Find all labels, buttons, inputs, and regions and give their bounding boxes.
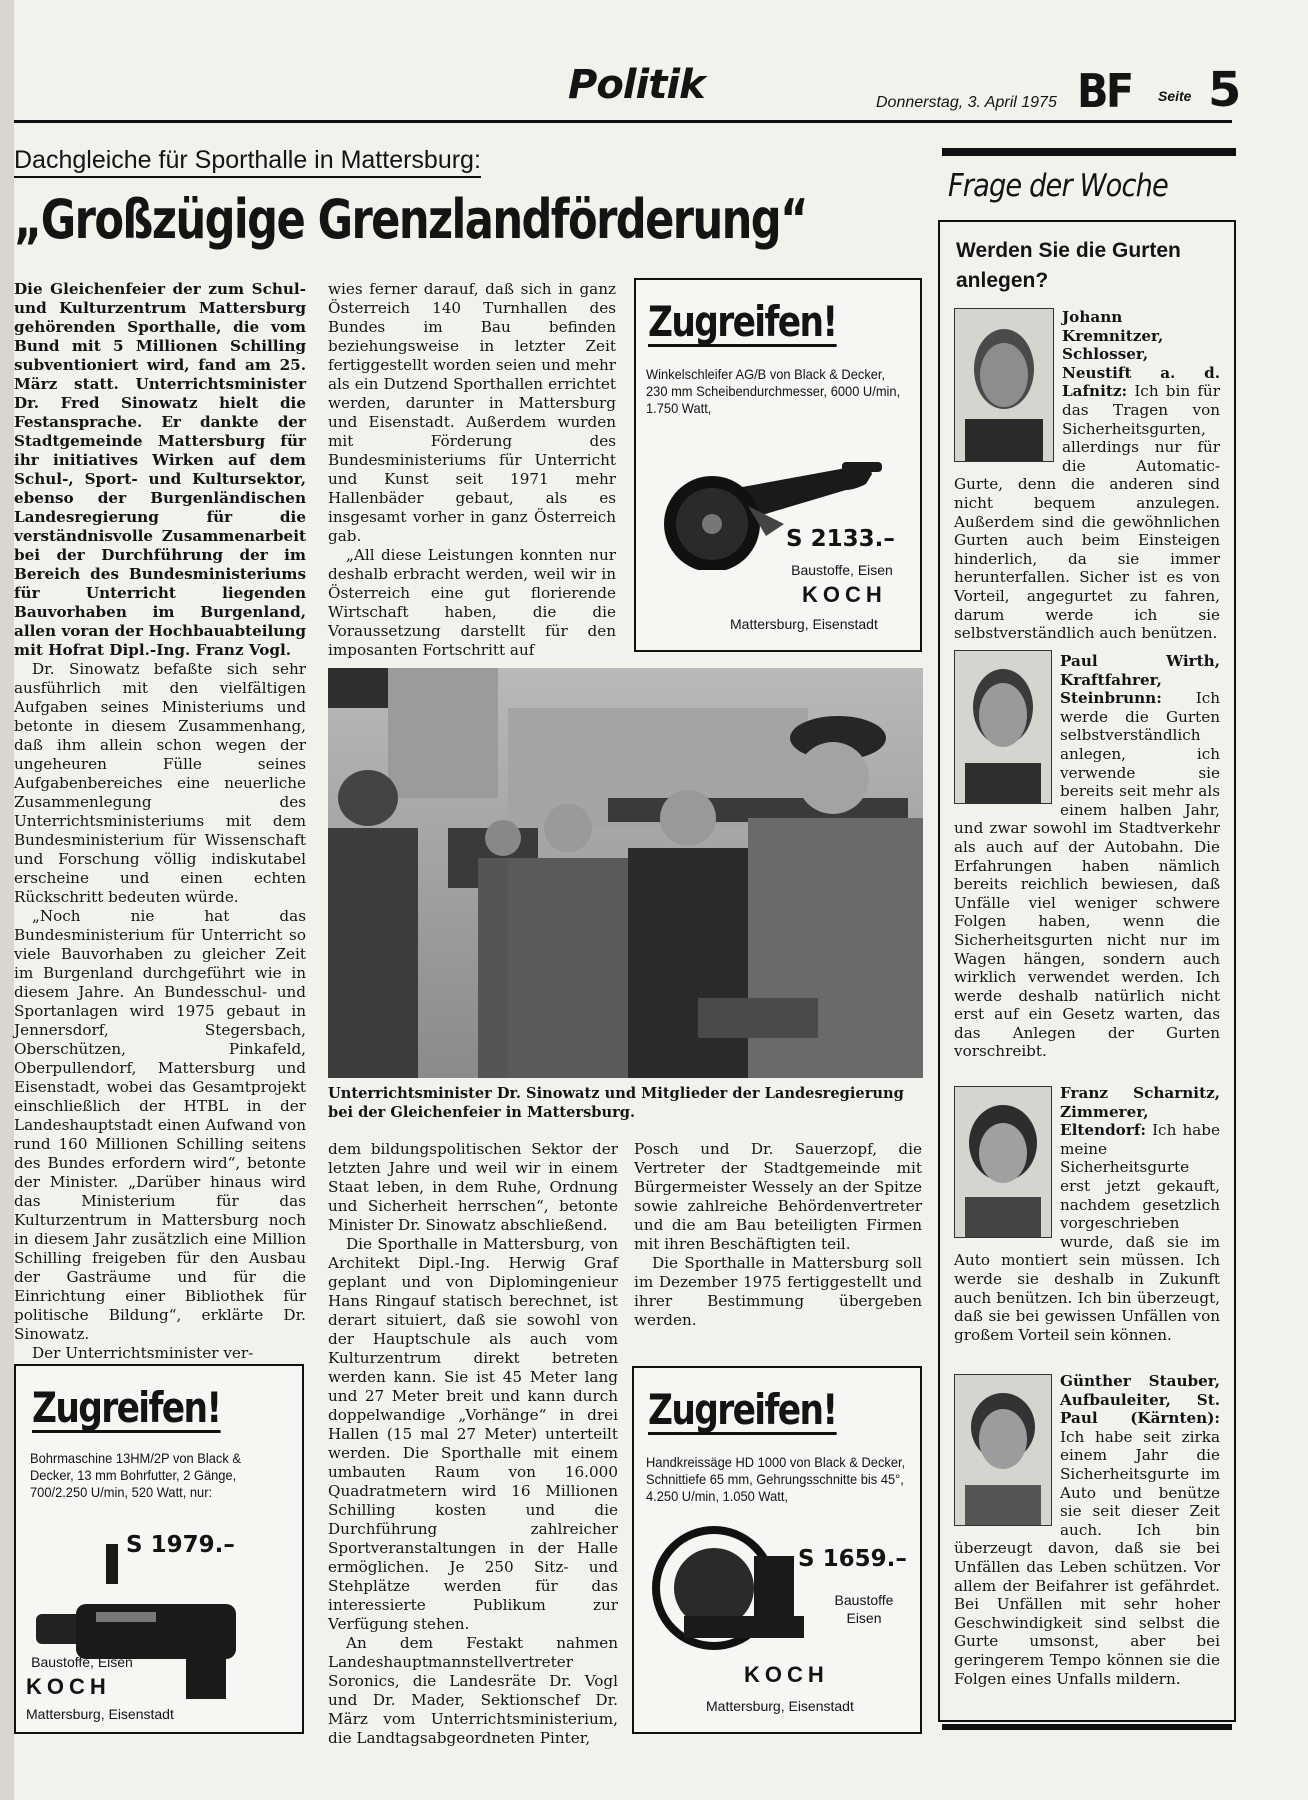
scan-edge — [0, 0, 14, 1800]
photo-officials-at-ceremony — [328, 668, 923, 1078]
circular-saw-image — [644, 1516, 814, 1666]
news-photo — [328, 668, 923, 1078]
article-paragraph: dem bildungspolitischen Sektor der letzten Jahre und weil wir in einem Staat leben, in dem Ruhe, Ordnung und Sicherheit herrschen“, betonte Minister Dr. Sinowatz abschließend. — [328, 1140, 618, 1234]
answer-name: Paul Wirth, Kraftfahrer, Steinbrunn: — [1060, 652, 1220, 708]
ad-description: Winkelschleifer AG/B von Black & Decker, 230 mm Scheibendurchmesser, 6000 U/min, 1.750 Watt, — [646, 366, 901, 416]
article-paragraph: An dem Festakt nahmen Landeshauptmannstellvertreter Soronics, die Landesräte Dr. Vogl und Dr. Mader, Sektionschef Dr. März vom Unterrichtsministerium, die Landtagsabgeordneten Pinter, — [328, 1634, 618, 1747]
answer-text: Ich bin für das Tragen von Sicherheitsgurten, allerdings nur für die Automatic-Gurte, denn die anderen sind nicht bequem anzulegen. Außerdem sind die gewöhnlichen Gurten auch beim Einsteigen hinderlich, da sie immer herunterfallen. Sicher ist es von Vorteil, angegurtet zu fahren, darum werde ich sie selbstverständlich auch benützen. — [954, 382, 1220, 643]
sidebar-title: Frage der Woche — [948, 168, 1168, 204]
ad-brand: KOCH — [26, 1674, 111, 1699]
article-paragraph: „All diese Leistungen konnten nur deshalb erbracht werden, weil wir in Österreich eine gut florierende Wirtschaft haben, die die Voraussetzung darstellt für den imposanten Fortschritt auf — [328, 546, 616, 659]
angle-grinder-image — [656, 450, 886, 570]
photo-caption: Unterrichtsminister Dr. Sinowatz und Mitglieder der Landesregierung bei der Gleichenfeier in Mattersburg. — [328, 1085, 904, 1121]
ad-title: Zugreifen! — [648, 1385, 837, 1434]
ad-shop-line: Baustoffe, Eisen — [31, 1654, 133, 1670]
sidebar-answer — [954, 1084, 1220, 1344]
article-paragraph: Die Sporthalle in Mattersburg soll im Dezember 1975 fertiggestellt und ihrer Bestimmung übergeben werden. — [634, 1254, 922, 1329]
ad-price: S 1979.– — [126, 1532, 235, 1558]
ad-description: Handkreissäge HD 1000 von Black & Decker, Schnittiefe 65 mm, Gehrungsschnitte bis 45°, 4.250 U/min, 1.050 Watt, — [646, 1454, 906, 1504]
article-paragraph: Die Sporthalle in Mattersburg, von Architekt Dipl.-Ing. Herwig Graf geplant und von Diplomingenieur Hans Ringauf statisch berechnet, ist derart situiert, daß sie sowohl von der Hauptschule als auch vom Kulturzentrum direkt betreten werden kann. Sie ist 45 Meter lang und 27 Meter breit und kann durch doppelwandige „Vorhänge“ in drei Hallen (15 mal 27 Meter) unterteilt werden. Die Sporthalle mit einem umbauten Raum von 16.000 Quadratmetern wird 16 Millionen Schilling kosten und die Durchführung zahlreicher Sportveranstaltungen in der Halle ermöglichen. Je 250 Sitz- und Stehplätze werden für das interessierte Publikum zur Verfügung stehen. — [328, 1235, 618, 1633]
sidebar-answer — [954, 308, 1220, 643]
ad-shop-line: Baustoffe, Eisen — [791, 562, 893, 578]
issue-date: Donnerstag, 3. April 1975 — [876, 94, 1057, 111]
answer-name: Johann Kremnitzer, Schlosser, Neustift a. d. Lafnitz: — [1062, 308, 1220, 401]
article-kicker: Dachgleiche für Sporthalle in Mattersburg: — [14, 146, 481, 178]
ad-circular-saw — [632, 1366, 922, 1734]
ad-angle-grinder — [634, 278, 922, 652]
sidebar-rule — [942, 148, 1236, 156]
ad-price: S 2133.– — [786, 526, 895, 552]
masthead-rule — [14, 120, 1232, 123]
article-column-2-bottom — [328, 1140, 618, 1748]
page-label: Seite — [1158, 88, 1192, 104]
ad-location: Mattersburg, Eisenstadt — [706, 1698, 854, 1714]
newspaper-logo: BF — [1077, 64, 1132, 118]
ad-shop-line: Eisen — [846, 1610, 882, 1626]
ad-location: Mattersburg, Eisenstadt — [26, 1706, 174, 1722]
sidebar-answer — [954, 1372, 1220, 1688]
ad-drill — [14, 1364, 304, 1734]
answer-text: Ich habe meine Sicherheitsgurte erst jetzt gekauft, nachdem gesetzlich vorgeschrieben wurde, daß sie im Auto montiert sein müssen. Ich werde sie deshalb in Zukunft auch benützen. Ich bin überzeugt, daß sie bei gewissen Unfällen von großem Vorteil sein können. — [954, 1121, 1220, 1344]
answer-name: Günther Stauber, Aufbauleiter, St. Paul (Kärnten): — [1060, 1372, 1220, 1428]
article-paragraph: Der Unterrichtsminister ver- — [32, 1344, 254, 1362]
ad-title: Zugreifen! — [648, 297, 837, 346]
article-paragraph: Dr. Sinowatz befaßte sich sehr ausführlich mit den vielfältigen Aufgaben seines Ministeriums und betonte in diesem Zusammenhang, daß ihm allein schon wegen der ungeheuren Fülle seines Aufgabenbereiches eine neuerliche Zusammenlegung des Unterrichtsministeriums mit dem Bundesministerium für Wissenschaft und Forschung völlig indiskutabel erscheine und einen echten Rückschritt bedeuten würde. — [14, 660, 306, 906]
ad-location: Mattersburg, Eisenstadt — [730, 616, 878, 632]
article-paragraph: Posch und Dr. Sauerzopf, die Vertreter der Stadtgemeinde mit Bürgermeister Wessely an der Spitze sowie zahlreiche Behördenvertreter und die am Bau beteiligten Firmen mit ihren Beschäftigten teil. — [634, 1140, 922, 1253]
sidebar-question: Werden Sie die Gurten anlegen? — [956, 239, 1181, 292]
article-column-3-bottom — [634, 1140, 922, 1330]
answer-text: Ich werde die Gurten selbstverständlich anlegen, ich verwende sie bereits seit mehr als einem halben Jahr, und zwar sowohl im Stadtverkehr als auch auf der Autobahn. Die Erfahrungen haben nämlich bereits reichlich bewiesen, daß Unfälle viel weniger schwere Folgen haben, wenn die Sicherheitsgurten nicht nur im Wagen hängen, sondern auch wirklich verwendet werden. Ich werde deshalb natürlich nicht erst auf ein Gesetz warten, das das Anlegen der Gurten vorschreibt. — [954, 689, 1220, 1061]
article-paragraph: wies ferner darauf, daß sich in ganz Österreich 140 Turnhallen des Bundes im Bau befinden beziehungsweise in letzter Zeit fertiggestellt worden seien und mehr als ein Dutzend Sporthallen errichtet werden, darunter in Mattersburg und Eisenstadt. Außerdem wurden mit Förderung des Bundesministeriums für Unterricht und Kunst seit 1971 mehr Hallenbäder gebaut, als es insgesamt vorher in ganz Österreich gab. — [328, 280, 616, 545]
page-number: 5 — [1208, 62, 1242, 118]
ad-brand: KOCH — [802, 582, 887, 607]
ad-description: Bohrmaschine 13HM/2P von Black & Decker, 13 mm Bohrfutter, 2 Gänge, 700/2.250 U/min, 520 Watt, nur: — [30, 1450, 241, 1500]
ad-brand: KOCH — [744, 1662, 829, 1687]
article-lead: Die Gleichenfeier der zum Schul- und Kulturzentrum Mattersburg gehörenden Sporthalle, die vom Bund mit 5 Millionen Schilling subventioniert wird, fand am 25. März statt. Unterrichtsminister Dr. Fred Sinowatz hielt die Festansprache. Er dankte der Stadtgemeinde Mattersburg für ihr initiatives Wirken auf dem Schul-, Sport- und Kultursektor, ebenso der Burgenländischen Landesregierung für die verständnisvolle Zusammenarbeit bei der Durchführung der im Bereich des Bundesministeriums für Unterricht liegenden Bauvorhaben im Burgenland, allen voran der Hochbauabteilung mit Hofrat Dipl.-Ing. Franz Vogl. — [14, 280, 306, 659]
section-title: Politik — [568, 62, 705, 108]
ad-title: Zugreifen! — [32, 1383, 221, 1432]
article-paragraph: „Noch nie hat das Bundesministerium für Unterricht so viele Bauvorhaben zu gleicher Zeit im Burgenland durchgeführt wie in diesem Jahre. An Bundesschul- und Sportanlagen wird 1975 gebaut in Jennersdorf, Stegersbach, Oberschützen, Pinkafeld, Oberpullendorf, Mattersburg und Eisenstadt, wobei das Gesamtprojekt einschließlich der HTBL in der Landeshauptstadt einen Aufwand von rund 160 Millionen Schilling seitens des Bundes erfordern wird“, betonte der Minister. „Darüber hinaus wird das Ministerium für das Kulturzentrum in Mattersburg noch in diesem Jahr zusätzlich eine Million Schilling freigeben für den Ausbau der Gasträume und für die Einrichtung einer Bibliothek für politische Bildung“, erklärte Dr. Sinowatz. — [14, 907, 306, 1343]
article-column-2-top — [328, 280, 616, 660]
answer-name: Franz Scharnitz, Zimmerer, Eltendorf: — [1060, 1084, 1220, 1140]
article-headline: „Großzügige Grenzlandförderung“ — [14, 188, 807, 251]
answer-text: Ich habe seit zirka einem Jahr die Sicherheitsgurte im Auto und benütze sie seit dieser Zeit auch. Ich bin überzeugt davon, daß sie bei Unfällen das Leben schützen. Vor allem der Beifahrer ist gefährdet. Bei Unfällen mit sehr hoher Geschwindigkeit sind selbst die Gurte umsonst, aber bei geringerem Tempo können sie die Folgen eines Unfalls mildern. — [954, 1427, 1220, 1688]
ad-price: S 1659.– — [798, 1546, 907, 1572]
sidebar-answer — [954, 652, 1220, 1061]
ad-shop-line: Baustoffe — [834, 1592, 894, 1608]
article-column-1 — [14, 280, 306, 1363]
sidebar-bottom-rule — [942, 1724, 1232, 1730]
